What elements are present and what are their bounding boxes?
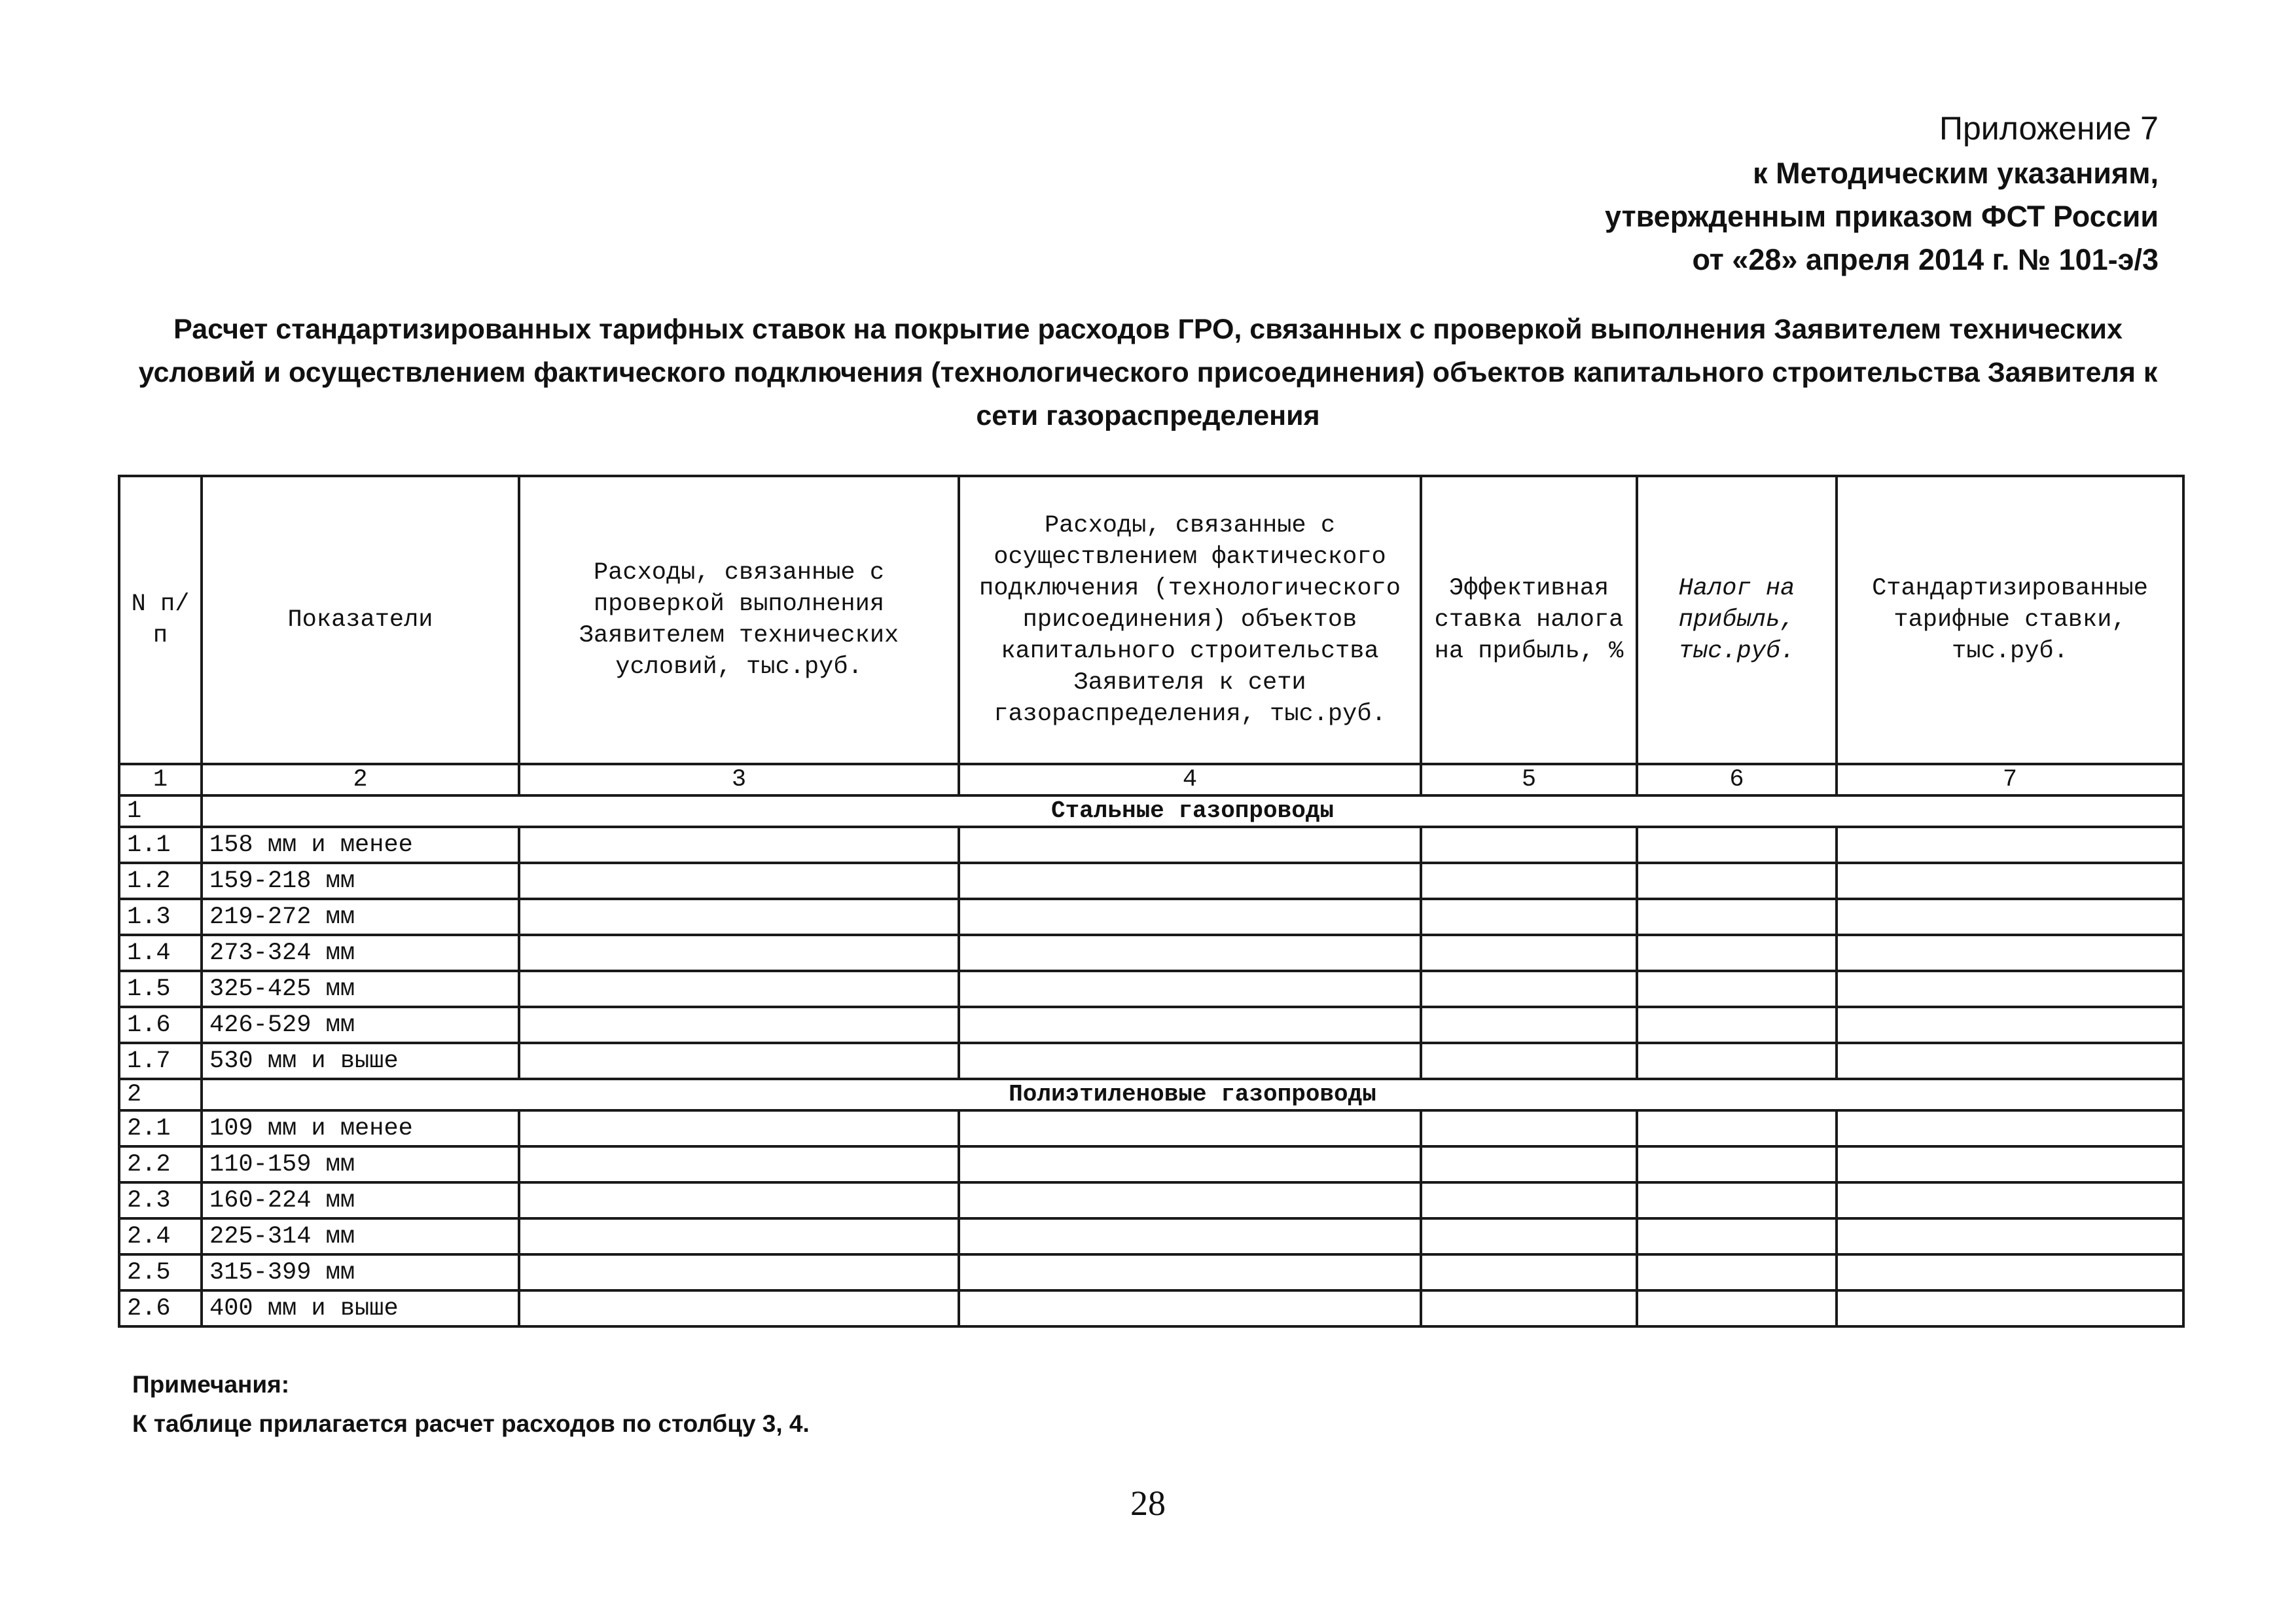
empty-value-cell xyxy=(1421,1043,1637,1079)
tariff-table xyxy=(118,475,2185,1328)
empty-value-cell xyxy=(1837,1218,2183,1254)
table-row xyxy=(119,1043,2183,1079)
table-row xyxy=(119,1254,2183,1290)
empty-value-cell xyxy=(1421,827,1637,863)
empty-value-cell xyxy=(1421,1218,1637,1254)
table-row xyxy=(119,827,2183,863)
empty-value-cell xyxy=(1637,1218,1837,1254)
header-cell-tech-conditions-costs: Расходы, связанные с проверкой выполнения Заявителем технических условий, тыс.руб. xyxy=(519,476,959,764)
notes-heading: Примечания: xyxy=(132,1371,290,1398)
row-index: 2.2 xyxy=(119,1146,202,1182)
empty-value-cell xyxy=(1637,1043,1837,1079)
empty-value-cell xyxy=(1421,971,1637,1007)
row-index: 1.2 xyxy=(119,863,202,899)
table-row xyxy=(119,971,2183,1007)
empty-value-cell xyxy=(1637,863,1837,899)
header-cell-standard-rates: Стандартизированные тарифные ставки, тыс.руб. xyxy=(1837,476,2183,764)
row-index: 1.4 xyxy=(119,935,202,971)
empty-value-cell xyxy=(1637,1254,1837,1290)
section-number: 2 xyxy=(119,1079,202,1110)
row-index: 2.1 xyxy=(119,1110,202,1146)
section-title: Стальные газопроводы xyxy=(202,795,2183,827)
header-cell-effective-tax-rate: Эффективная ставка налога на прибыль, % xyxy=(1421,476,1637,764)
row-index: 2.3 xyxy=(119,1182,202,1218)
column-number: 6 xyxy=(1637,764,1837,795)
page-number: 28 xyxy=(1130,1484,1166,1523)
table-row xyxy=(119,899,2183,935)
empty-value-cell xyxy=(1837,863,2183,899)
column-number: 4 xyxy=(959,764,1421,795)
row-label: 225-314 мм xyxy=(202,1218,519,1254)
table-row xyxy=(119,1182,2183,1218)
empty-value-cell xyxy=(1837,1182,2183,1218)
empty-value-cell xyxy=(1421,1290,1637,1326)
empty-value-cell xyxy=(1837,1290,2183,1326)
empty-value-cell xyxy=(1837,971,2183,1007)
empty-value-cell xyxy=(959,1254,1421,1290)
empty-value-cell xyxy=(519,971,959,1007)
empty-value-cell xyxy=(959,1182,1421,1218)
row-label: 315-399 мм xyxy=(202,1254,519,1290)
row-index: 1.3 xyxy=(119,899,202,935)
empty-value-cell xyxy=(519,899,959,935)
empty-value-cell xyxy=(1837,827,2183,863)
row-index: 1.6 xyxy=(119,1007,202,1043)
empty-value-cell xyxy=(959,1110,1421,1146)
table-row xyxy=(119,935,2183,971)
empty-value-cell xyxy=(1637,827,1837,863)
table-row xyxy=(119,1110,2183,1146)
empty-value-cell xyxy=(519,935,959,971)
row-label: 110-159 мм xyxy=(202,1146,519,1182)
empty-value-cell xyxy=(519,1254,959,1290)
header-cell-profit-tax: Налог на прибыль, тыс.руб. xyxy=(1637,476,1837,764)
empty-value-cell xyxy=(959,935,1421,971)
empty-value-cell xyxy=(1837,1146,2183,1182)
empty-value-cell xyxy=(1837,899,2183,935)
column-number: 2 xyxy=(202,764,519,795)
appendix-line: от «28» апреля 2014 г. № 101-э/3 xyxy=(1692,243,2159,276)
row-label: 325-425 мм xyxy=(202,971,519,1007)
empty-value-cell xyxy=(959,899,1421,935)
empty-value-cell xyxy=(1637,935,1837,971)
empty-value-cell xyxy=(519,827,959,863)
empty-value-cell xyxy=(519,1007,959,1043)
row-label: 219-272 мм xyxy=(202,899,519,935)
empty-value-cell xyxy=(1421,1110,1637,1146)
empty-value-cell xyxy=(1837,1007,2183,1043)
row-label: 273-324 мм xyxy=(202,935,519,971)
notes xyxy=(132,1365,810,1444)
empty-value-cell xyxy=(959,1007,1421,1043)
empty-value-cell xyxy=(519,1110,959,1146)
empty-value-cell xyxy=(1837,1254,2183,1290)
column-number: 7 xyxy=(1837,764,2183,795)
empty-value-cell xyxy=(1421,935,1637,971)
empty-value-cell xyxy=(1837,935,2183,971)
empty-value-cell xyxy=(519,1146,959,1182)
empty-value-cell xyxy=(519,1182,959,1218)
empty-value-cell xyxy=(1421,1007,1637,1043)
section-title: Полиэтиленовые газопроводы xyxy=(202,1079,2183,1110)
row-index: 1.1 xyxy=(119,827,202,863)
row-label: 530 мм и выше xyxy=(202,1043,519,1079)
section-row xyxy=(119,1079,2183,1110)
empty-value-cell xyxy=(1637,899,1837,935)
document-title: Расчет стандартизированных тарифных ставок на покрытие расходов ГРО, связанных с проверкой выполнения Заявителем технических условий и осуществлением фактического подключения (технологического присоединения) объектов капитального строительства Заявителя к сети газораспределения xyxy=(138,314,2158,431)
header-cell-connection-costs: Расходы, связанные с осуществлением фактического подключения (технологического присоединения) объектов капитального строительства Заявителя к сети газораспределения, тыс.руб. xyxy=(959,476,1421,764)
appendix-line: утвержденным приказом ФСТ России xyxy=(1605,200,2159,233)
empty-value-cell xyxy=(959,827,1421,863)
empty-value-cell xyxy=(959,1218,1421,1254)
table-row xyxy=(119,1290,2183,1326)
table-row xyxy=(119,863,2183,899)
empty-value-cell xyxy=(1637,1290,1837,1326)
section-number: 1 xyxy=(119,795,202,827)
empty-value-cell xyxy=(1421,899,1637,935)
empty-value-cell xyxy=(1421,1146,1637,1182)
empty-value-cell xyxy=(959,1146,1421,1182)
row-index: 2.4 xyxy=(119,1218,202,1254)
empty-value-cell xyxy=(959,863,1421,899)
empty-value-cell xyxy=(959,1290,1421,1326)
empty-value-cell xyxy=(1637,1007,1837,1043)
table-header-row xyxy=(119,476,2183,764)
empty-value-cell xyxy=(1837,1110,2183,1146)
empty-value-cell xyxy=(959,971,1421,1007)
empty-value-cell xyxy=(1637,1182,1837,1218)
appendix-header xyxy=(1605,105,2159,282)
table-row xyxy=(119,1218,2183,1254)
row-label: 158 мм и менее xyxy=(202,827,519,863)
empty-value-cell xyxy=(1837,1043,2183,1079)
row-label: 109 мм и менее xyxy=(202,1110,519,1146)
empty-value-cell xyxy=(1637,971,1837,1007)
row-index: 1.5 xyxy=(119,971,202,1007)
row-label: 426-529 мм xyxy=(202,1007,519,1043)
row-index: 1.7 xyxy=(119,1043,202,1079)
empty-value-cell xyxy=(519,1290,959,1326)
table-row xyxy=(119,1146,2183,1182)
row-label: 160-224 мм xyxy=(202,1182,519,1218)
row-label: 159-218 мм xyxy=(202,863,519,899)
header-cell-indicators: Показатели xyxy=(202,476,519,764)
notes-text: К таблице прилагается расчет расходов по столбцу 3, 4. xyxy=(132,1410,810,1437)
header-cell-number: N п/п xyxy=(119,476,202,764)
empty-value-cell xyxy=(519,863,959,899)
column-number: 1 xyxy=(119,764,202,795)
row-index: 2.5 xyxy=(119,1254,202,1290)
empty-value-cell xyxy=(1637,1110,1837,1146)
appendix-title: Приложение 7 xyxy=(1939,110,2159,147)
empty-value-cell xyxy=(519,1043,959,1079)
row-label: 400 мм и выше xyxy=(202,1290,519,1326)
section-row xyxy=(119,795,2183,827)
empty-value-cell xyxy=(1421,863,1637,899)
row-index: 2.6 xyxy=(119,1290,202,1326)
table-body xyxy=(119,795,2183,1326)
empty-value-cell xyxy=(519,1218,959,1254)
column-number: 5 xyxy=(1421,764,1637,795)
empty-value-cell xyxy=(1637,1146,1837,1182)
appendix-line: к Методическим указаниям, xyxy=(1753,156,2159,190)
empty-value-cell xyxy=(1421,1182,1637,1218)
column-number: 3 xyxy=(519,764,959,795)
table-row xyxy=(119,1007,2183,1043)
column-number-row xyxy=(119,764,2183,795)
empty-value-cell xyxy=(1421,1254,1637,1290)
empty-value-cell xyxy=(959,1043,1421,1079)
